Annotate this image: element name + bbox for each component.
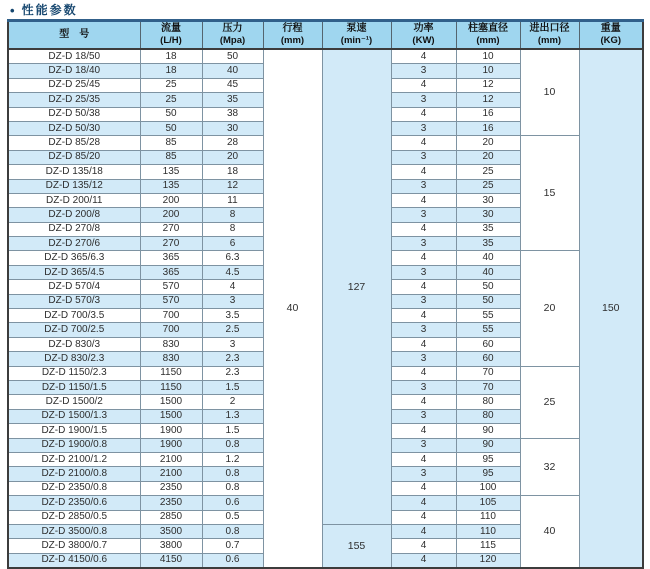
pressure-cell: 2.5	[202, 323, 263, 337]
flow-cell: 4150	[140, 553, 202, 568]
plunger-diameter-cell: 35	[456, 222, 520, 236]
plunger-diameter-cell: 35	[456, 237, 520, 251]
pressure-cell: 40	[202, 64, 263, 78]
model-cell: DZ-D 1150/1.5	[8, 380, 140, 394]
plunger-diameter-cell: 90	[456, 438, 520, 452]
flow-cell: 1150	[140, 366, 202, 380]
model-cell: DZ-D 570/4	[8, 280, 140, 294]
flow-cell: 2100	[140, 467, 202, 481]
pressure-cell: 0.6	[202, 496, 263, 510]
model-cell: DZ-D 135/18	[8, 165, 140, 179]
power-cell: 3	[391, 323, 456, 337]
pressure-cell: 35	[202, 93, 263, 107]
model-cell: DZ-D 1500/1.3	[8, 409, 140, 423]
model-cell: DZ-D 700/3.5	[8, 309, 140, 323]
plunger-diameter-cell: 12	[456, 78, 520, 92]
power-cell: 3	[391, 467, 456, 481]
plunger-diameter-cell: 40	[456, 251, 520, 265]
plunger-diameter-cell: 110	[456, 524, 520, 538]
pressure-cell: 4	[202, 280, 263, 294]
model-cell: DZ-D 270/8	[8, 222, 140, 236]
pressure-cell: 0.8	[202, 438, 263, 452]
flow-cell: 135	[140, 165, 202, 179]
model-cell: DZ-D 4150/0.6	[8, 553, 140, 568]
flow-cell: 1900	[140, 438, 202, 452]
pressure-cell: 6	[202, 237, 263, 251]
pressure-cell: 18	[202, 165, 263, 179]
plunger-diameter-cell: 80	[456, 395, 520, 409]
pressure-cell: 0.6	[202, 553, 263, 568]
flow-cell: 2850	[140, 510, 202, 524]
flow-cell: 270	[140, 222, 202, 236]
flow-cell: 1500	[140, 395, 202, 409]
flow-cell: 135	[140, 179, 202, 193]
plunger-diameter-cell: 50	[456, 294, 520, 308]
pressure-cell: 3.5	[202, 309, 263, 323]
pump-speed-cell: 155	[322, 524, 391, 568]
flow-cell: 3800	[140, 539, 202, 553]
power-cell: 3	[391, 438, 456, 452]
spec-table	[7, 19, 644, 569]
plunger-diameter-cell: 16	[456, 107, 520, 121]
plunger-diameter-cell: 80	[456, 409, 520, 423]
model-cell: DZ-D 50/30	[8, 121, 140, 135]
model-cell: DZ-D 1150/2.3	[8, 366, 140, 380]
inlet-outlet-cell: 25	[520, 366, 579, 438]
inlet-outlet-cell: 32	[520, 438, 579, 496]
pressure-cell: 2.3	[202, 366, 263, 380]
flow-cell: 85	[140, 150, 202, 164]
pressure-cell: 0.8	[202, 524, 263, 538]
power-cell: 3	[391, 352, 456, 366]
column-header-4: 泵速 (min⁻¹)	[322, 21, 391, 50]
model-cell: DZ-D 200/11	[8, 193, 140, 207]
pressure-cell: 3	[202, 337, 263, 351]
plunger-diameter-cell: 25	[456, 165, 520, 179]
bullet-icon: •	[10, 2, 15, 18]
power-cell: 4	[391, 424, 456, 438]
column-header-5: 功率 (KW)	[391, 21, 456, 50]
power-cell: 4	[391, 452, 456, 466]
pressure-cell: 11	[202, 193, 263, 207]
pressure-cell: 12	[202, 179, 263, 193]
plunger-diameter-cell: 120	[456, 553, 520, 568]
power-cell: 4	[391, 539, 456, 553]
power-cell: 4	[391, 193, 456, 207]
flow-cell: 1150	[140, 380, 202, 394]
pump-speed-cell: 127	[322, 49, 391, 524]
pressure-cell: 0.8	[202, 481, 263, 495]
plunger-diameter-cell: 20	[456, 150, 520, 164]
power-cell: 3	[391, 380, 456, 394]
power-cell: 3	[391, 208, 456, 222]
power-cell: 3	[391, 409, 456, 423]
model-cell: DZ-D 18/50	[8, 49, 140, 64]
model-cell: DZ-D 200/8	[8, 208, 140, 222]
pressure-cell: 1.3	[202, 409, 263, 423]
model-cell: DZ-D 830/3	[8, 337, 140, 351]
plunger-diameter-cell: 16	[456, 121, 520, 135]
model-cell: DZ-D 25/35	[8, 93, 140, 107]
power-cell: 4	[391, 366, 456, 380]
pressure-cell: 1.2	[202, 452, 263, 466]
table-header-row	[8, 21, 643, 50]
pressure-cell: 20	[202, 150, 263, 164]
plunger-diameter-cell: 60	[456, 352, 520, 366]
pressure-cell: 0.7	[202, 539, 263, 553]
flow-cell: 200	[140, 193, 202, 207]
power-cell: 3	[391, 121, 456, 135]
flow-cell: 2100	[140, 452, 202, 466]
plunger-diameter-cell: 30	[456, 208, 520, 222]
model-cell: DZ-D 85/20	[8, 150, 140, 164]
flow-cell: 85	[140, 136, 202, 150]
column-header-8: 重量 (KG)	[579, 21, 643, 50]
power-cell: 3	[391, 179, 456, 193]
plunger-diameter-cell: 100	[456, 481, 520, 495]
power-cell: 4	[391, 78, 456, 92]
pressure-cell: 8	[202, 222, 263, 236]
power-cell: 4	[391, 49, 456, 64]
model-cell: DZ-D 85/28	[8, 136, 140, 150]
power-cell: 4	[391, 165, 456, 179]
flow-cell: 365	[140, 265, 202, 279]
power-cell: 3	[391, 237, 456, 251]
pressure-cell: 4.5	[202, 265, 263, 279]
plunger-diameter-cell: 50	[456, 280, 520, 294]
spec-table-body	[8, 49, 643, 568]
pressure-cell: 45	[202, 78, 263, 92]
model-cell: DZ-D 830/2.3	[8, 352, 140, 366]
power-cell: 3	[391, 265, 456, 279]
weight-cell: 150	[579, 49, 643, 568]
flow-cell: 700	[140, 323, 202, 337]
column-header-1: 流量 (L/H)	[140, 21, 202, 50]
model-cell: DZ-D 1500/2	[8, 395, 140, 409]
pressure-cell: 38	[202, 107, 263, 121]
flow-cell: 1900	[140, 424, 202, 438]
flow-cell: 270	[140, 237, 202, 251]
page-title: 性能参数	[21, 3, 78, 17]
flow-cell: 2350	[140, 481, 202, 495]
column-header-3: 行程 (mm)	[263, 21, 322, 50]
plunger-diameter-cell: 95	[456, 452, 520, 466]
model-cell: DZ-D 1900/0.8	[8, 438, 140, 452]
plunger-diameter-cell: 110	[456, 510, 520, 524]
model-cell: DZ-D 50/38	[8, 107, 140, 121]
plunger-diameter-cell: 105	[456, 496, 520, 510]
power-cell: 4	[391, 337, 456, 351]
plunger-diameter-cell: 20	[456, 136, 520, 150]
model-cell: DZ-D 365/4.5	[8, 265, 140, 279]
section-title	[10, 3, 643, 17]
inlet-outlet-cell: 15	[520, 136, 579, 251]
model-cell: DZ-D 3800/0.7	[8, 539, 140, 553]
flow-cell: 25	[140, 78, 202, 92]
pressure-cell: 3	[202, 294, 263, 308]
plunger-diameter-cell: 115	[456, 539, 520, 553]
model-cell: DZ-D 2100/0.8	[8, 467, 140, 481]
flow-cell: 3500	[140, 524, 202, 538]
power-cell: 4	[391, 107, 456, 121]
plunger-diameter-cell: 40	[456, 265, 520, 279]
plunger-diameter-cell: 10	[456, 64, 520, 78]
pressure-cell: 1.5	[202, 380, 263, 394]
model-cell: DZ-D 270/6	[8, 237, 140, 251]
flow-cell: 365	[140, 251, 202, 265]
model-cell: DZ-D 3500/0.8	[8, 524, 140, 538]
plunger-diameter-cell: 55	[456, 309, 520, 323]
pressure-cell: 8	[202, 208, 263, 222]
power-cell: 4	[391, 395, 456, 409]
model-cell: DZ-D 18/40	[8, 64, 140, 78]
model-cell: DZ-D 570/3	[8, 294, 140, 308]
model-cell: DZ-D 700/2.5	[8, 323, 140, 337]
model-cell: DZ-D 135/12	[8, 179, 140, 193]
flow-cell: 25	[140, 93, 202, 107]
plunger-diameter-cell: 70	[456, 380, 520, 394]
column-header-0: 型 号	[8, 21, 140, 50]
model-cell: DZ-D 1900/1.5	[8, 424, 140, 438]
column-header-7: 进出口径 (mm)	[520, 21, 579, 50]
pressure-cell: 28	[202, 136, 263, 150]
model-cell: DZ-D 2350/0.6	[8, 496, 140, 510]
flow-cell: 50	[140, 121, 202, 135]
pressure-cell: 2.3	[202, 352, 263, 366]
power-cell: 4	[391, 481, 456, 495]
plunger-diameter-cell: 95	[456, 467, 520, 481]
power-cell: 4	[391, 309, 456, 323]
inlet-outlet-cell: 20	[520, 251, 579, 366]
flow-cell: 18	[140, 49, 202, 64]
model-cell: DZ-D 365/6.3	[8, 251, 140, 265]
plunger-diameter-cell: 70	[456, 366, 520, 380]
power-cell: 4	[391, 136, 456, 150]
plunger-diameter-cell: 10	[456, 49, 520, 64]
power-cell: 4	[391, 496, 456, 510]
power-cell: 3	[391, 93, 456, 107]
column-header-6: 柱塞直径 (mm)	[456, 21, 520, 50]
plunger-diameter-cell: 60	[456, 337, 520, 351]
power-cell: 3	[391, 150, 456, 164]
flow-cell: 830	[140, 352, 202, 366]
model-cell: DZ-D 2850/0.5	[8, 510, 140, 524]
plunger-diameter-cell: 12	[456, 93, 520, 107]
table-row	[8, 49, 643, 64]
flow-cell: 2350	[140, 496, 202, 510]
model-cell: DZ-D 2100/1.2	[8, 452, 140, 466]
power-cell: 4	[391, 524, 456, 538]
pressure-cell: 50	[202, 49, 263, 64]
model-cell: DZ-D 25/45	[8, 78, 140, 92]
flow-cell: 570	[140, 280, 202, 294]
pressure-cell: 6.3	[202, 251, 263, 265]
pressure-cell: 1.5	[202, 424, 263, 438]
flow-cell: 830	[140, 337, 202, 351]
power-cell: 4	[391, 222, 456, 236]
inlet-outlet-cell: 40	[520, 496, 579, 568]
power-cell: 4	[391, 510, 456, 524]
flow-cell: 50	[140, 107, 202, 121]
power-cell: 4	[391, 251, 456, 265]
flow-cell: 18	[140, 64, 202, 78]
model-cell: DZ-D 2350/0.8	[8, 481, 140, 495]
flow-cell: 1500	[140, 409, 202, 423]
plunger-diameter-cell: 30	[456, 193, 520, 207]
pressure-cell: 2	[202, 395, 263, 409]
power-cell: 3	[391, 294, 456, 308]
power-cell: 4	[391, 553, 456, 568]
power-cell: 3	[391, 64, 456, 78]
plunger-diameter-cell: 55	[456, 323, 520, 337]
pressure-cell: 0.8	[202, 467, 263, 481]
flow-cell: 570	[140, 294, 202, 308]
power-cell: 4	[391, 280, 456, 294]
inlet-outlet-cell: 10	[520, 49, 579, 136]
pressure-cell: 0.5	[202, 510, 263, 524]
column-header-2: 压力 (Mpa)	[202, 21, 263, 50]
plunger-diameter-cell: 90	[456, 424, 520, 438]
plunger-diameter-cell: 25	[456, 179, 520, 193]
stroke-cell: 40	[263, 49, 322, 568]
pressure-cell: 30	[202, 121, 263, 135]
flow-cell: 700	[140, 309, 202, 323]
flow-cell: 200	[140, 208, 202, 222]
